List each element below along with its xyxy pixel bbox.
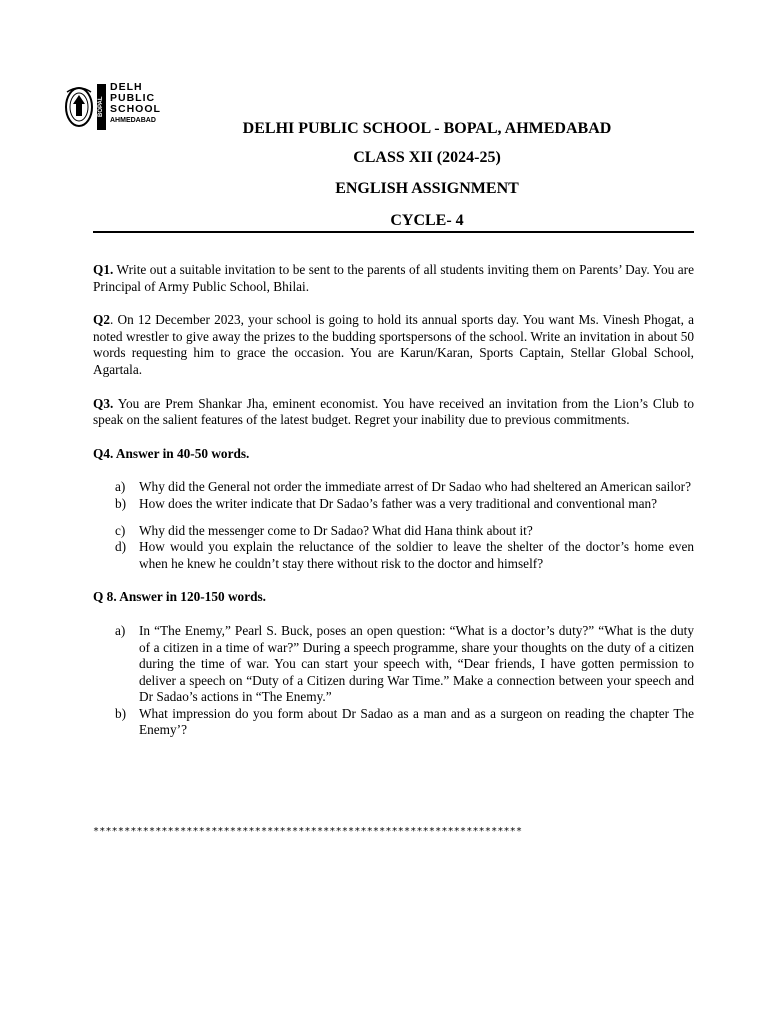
assignment-title: ENGLISH ASSIGNMENT (335, 180, 519, 197)
list-marker: d) (115, 539, 127, 555)
question-label: Q1. (93, 262, 114, 277)
list-marker: b) (115, 495, 127, 511)
header-divider (93, 231, 694, 233)
question-3 (93, 396, 694, 429)
logo-bopal-text: BOPAL (97, 84, 106, 130)
question-8-list (93, 623, 694, 739)
question-text: Write out a suitable invitation to be sent to the parents of all students inviting them on Parents’ Day. You are Principal of Army Public School, Bhilai. (93, 262, 694, 294)
list-item-text: What impression do you form about Dr Sadao as a man and as a surgeon on reading the chapter The Enemy’? (139, 705, 694, 738)
question-4-title: Q4. Answer in 40-50 words. (93, 445, 250, 461)
logo-line: AHMEDABAD (110, 117, 156, 124)
question-text: You are Prem Shankar Jha, eminent economist. You have received an invitation from the Lion’s Club to speak on the salient features of the latest budget. Regret your inability due to previous commitments. (93, 395, 694, 428)
school-name: DELHI PUBLIC SCHOOL - BOPAL, AHMEDABAD (242, 120, 612, 137)
question-label: Q2 (93, 312, 110, 328)
question-1 (93, 262, 694, 295)
list-item-text: How does the writer indicate that Dr Sadao’s father was a very traditional and conventional man? (139, 495, 658, 511)
list-marker: b) (115, 705, 127, 721)
list-item-text: In “The Enemy,” Pearl S. Buck, poses an open question: “What is a doctor’s duty?” “What is the duty of a citizen in a time of war?” During a speech programme, share your thoughts on the duty of a citizen during the time of war. You can start your speech with, “Dear friends, I have gotten permission to deliver a speech on “Duty of a Citizen during War Time.” Make a connection between your speech and Dr Sadao’s actions in “The Enemy.” (139, 622, 694, 705)
logo-line: DELH (110, 81, 143, 93)
list-item-text: How would you explain the reluctance of the soldier to leave the shelter of the doctor’s home even when he knew he couldn’t stay there without risk to the doctor and himself? (139, 539, 694, 571)
list-item (115, 622, 694, 706)
logo-line: PUBLIC (110, 92, 156, 104)
logo-text (110, 82, 161, 126)
cycle-title: CYCLE- 4 (390, 212, 464, 229)
list-item (115, 705, 694, 739)
footer-stars: ********************************************************************* (93, 826, 523, 837)
question-8-title: Q 8. Answer in 120-150 words. (93, 589, 266, 605)
list-item (115, 479, 694, 496)
assignment-body (93, 262, 694, 749)
class-title: CLASS XII (2024-25) (353, 149, 501, 166)
list-marker: a) (115, 622, 126, 638)
question-text: . On 12 December 2023, your school is going to hold its annual sports day. You want Ms. Vinesh Phogat, a noted wrestler to give away the prizes to the budding sportspersons of the school. Write an invitation in about 50 words requesting him to grace the occasion. You are Karun/Karan, Sports Captain, Stellar Global School, Agartala. (93, 312, 694, 377)
question-label: Q3. (93, 395, 114, 411)
question-4-list (93, 479, 694, 572)
list-item (115, 539, 694, 572)
list-item-text: Why did the General not order the immediate arrest of Dr Sadao who had sheltered an American sailor? (139, 479, 691, 495)
logo-line: SCHOOL (110, 103, 161, 115)
list-item (115, 495, 694, 513)
list-marker: c) (115, 522, 126, 538)
list-spacer (139, 513, 694, 523)
list-item-text: Why did the messenger come to Dr Sadao? What did Hana think about it? (139, 522, 533, 538)
list-marker: a) (115, 479, 126, 495)
question-2 (93, 312, 694, 378)
list-item (115, 522, 694, 540)
